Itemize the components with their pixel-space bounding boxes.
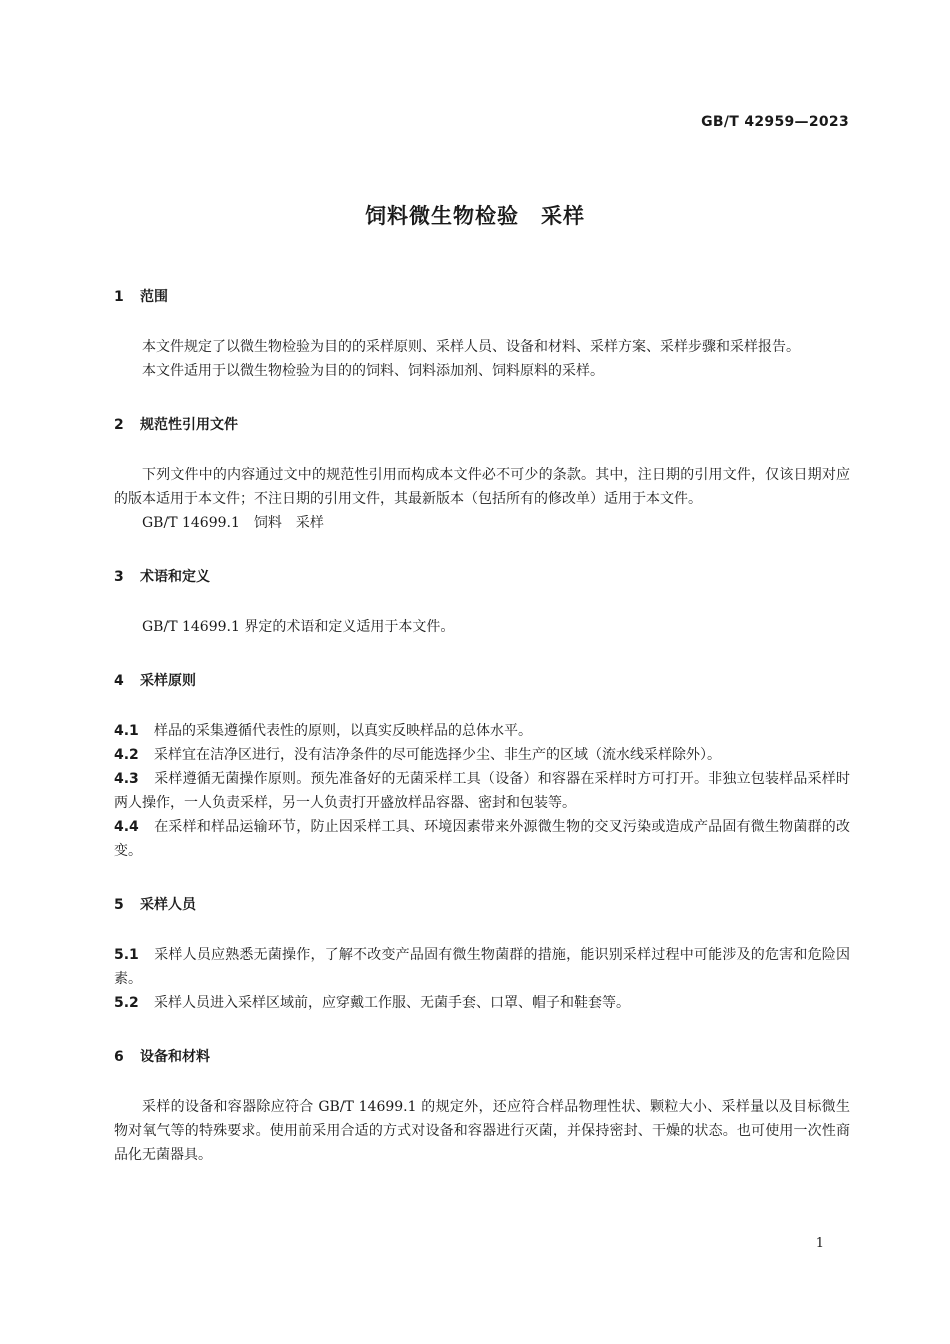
section-number: 4 (114, 673, 124, 689)
section-number: 6 (114, 1049, 124, 1065)
section-terms-definitions (114, 565, 850, 639)
paragraph: 采样的设备和容器除应符合 GB/T 14699.1 的规定外，还应符合样品物理性状、颗粒大小、采样量以及目标微生物对氧气等的特殊要求。使用前采用合适的方式对设备和容器进行灭菌，并保持密封、干燥的状态。也可使用一次性商品化无菌器具。 (114, 1099, 850, 1163)
section-title: 设备和材料 (140, 1049, 210, 1065)
clause (114, 719, 850, 743)
section-number: 5 (114, 897, 124, 913)
document-body (114, 285, 850, 1167)
section-number: 3 (114, 569, 124, 585)
clause-number: 5.1 (114, 947, 139, 963)
section-number: 2 (114, 417, 124, 433)
section-title: 规范性引用文件 (140, 417, 238, 433)
section-heading (114, 565, 850, 589)
clause (114, 767, 850, 815)
section-heading (114, 413, 850, 437)
clause (114, 943, 850, 991)
section-heading (114, 669, 850, 693)
reference-item: GB/T 14699.1 饲料 采样 (142, 515, 324, 531)
section-heading (114, 893, 850, 917)
section-normative-references (114, 413, 850, 535)
paragraph: 本文件适用于以微生物检验为目的的饲料、饲料添加剂、饲料原料的采样。 (142, 363, 604, 379)
paragraph: GB/T 14699.1 界定的术语和定义适用于本文件。 (142, 619, 455, 635)
section-heading (114, 285, 850, 309)
clause-text: 采样宜在洁净区进行，没有洁净条件的尽可能选择少尘、非生产的区域（流水线采样除外）。 (154, 747, 721, 763)
section-equipment-materials (114, 1045, 850, 1167)
clause-number: 4.3 (114, 771, 139, 787)
clause (114, 743, 850, 767)
section-heading (114, 1045, 850, 1069)
clause-text: 采样人员进入采样区域前，应穿戴工作服、无菌手套、口罩、帽子和鞋套等。 (154, 995, 630, 1011)
page-number: 1 (815, 1236, 824, 1251)
clause (114, 815, 850, 863)
section-title: 术语和定义 (140, 569, 210, 585)
document-title: 饲料微生物检验 采样 (365, 204, 585, 228)
clause-number: 4.1 (114, 723, 139, 739)
section-scope (114, 285, 850, 383)
clause-text: 样品的采集遵循代表性的原则，以真实反映样品的总体水平。 (154, 723, 532, 739)
section-number: 1 (114, 289, 124, 305)
section-title: 范围 (140, 289, 168, 305)
standard-number: GB/T 42959—2023 (701, 114, 849, 130)
clause-text: 采样遵循无菌操作原则。预先准备好的无菌采样工具（设备）和容器在采样时方可打开。非独立包装样品采样时两人操作，一人负责采样，另一人负责打开盛放样品容器、密封和包装等。 (114, 771, 850, 811)
clause-number: 5.2 (114, 995, 139, 1011)
paragraph: 下列文件中的内容通过文中的规范性引用而构成本文件必不可少的条款。其中，注日期的引用文件，仅该日期对应的版本适用于本文件；不注日期的引用文件，其最新版本（包括所有的修改单）适用于本文件。 (114, 467, 850, 507)
clause (114, 991, 850, 1015)
section-title: 采样人员 (140, 897, 196, 913)
section-title: 采样原则 (140, 673, 196, 689)
clause-text: 在采样和样品运输环节，防止因采样工具、环境因素带来外源微生物的交叉污染或造成产品固有微生物菌群的改变。 (114, 819, 850, 859)
section-sampling-personnel (114, 893, 850, 1015)
clause-number: 4.4 (114, 819, 139, 835)
clause-text: 采样人员应熟悉无菌操作，了解不改变产品固有微生物菌群的措施，能识别采样过程中可能涉及的危害和危险因素。 (114, 947, 850, 987)
paragraph: 本文件规定了以微生物检验为目的的采样原则、采样人员、设备和材料、采样方案、采样步骤和采样报告。 (142, 339, 800, 355)
clause-number: 4.2 (114, 747, 139, 763)
section-sampling-principles (114, 669, 850, 863)
